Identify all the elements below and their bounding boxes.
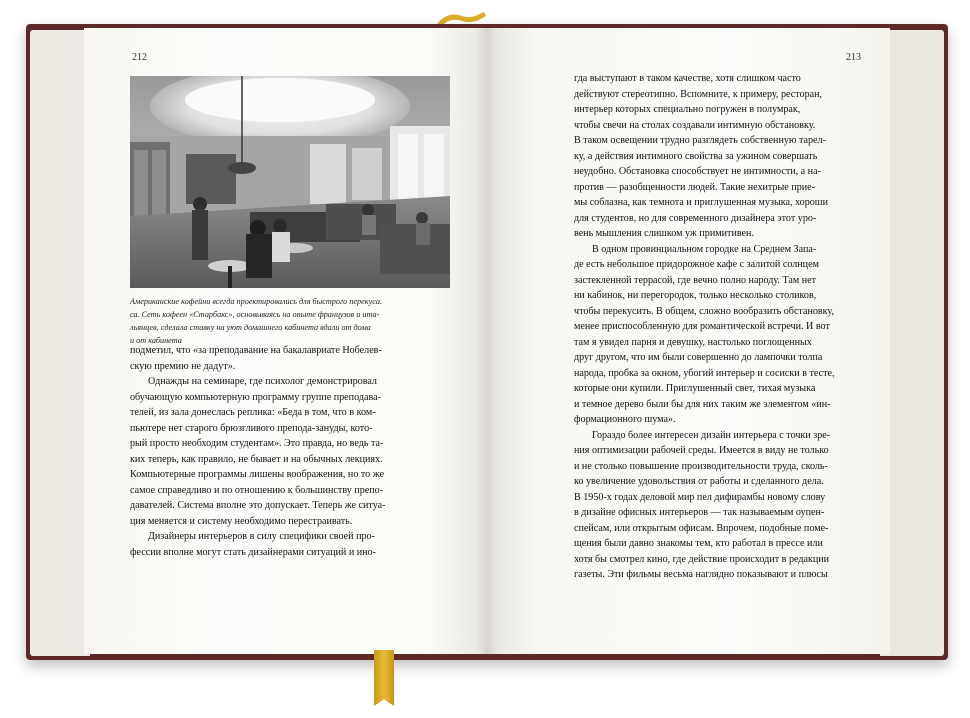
text-line: менее приспособленную для романтической встречи. И вот <box>574 321 830 332</box>
coffee-shop-photo <box>130 76 450 288</box>
text-line: подметил, что «за преподавание на бакалавриате Нобелев- <box>130 345 382 356</box>
text-line: вень мышления слишком уж примитивен. <box>574 228 754 239</box>
text-line: гда выступают в таком качестве, хотя слишком часто <box>574 73 801 84</box>
text-line: ку, а действия интимного свойства за ужином совершать <box>574 150 818 162</box>
text-line: и не столько повышение производительности труда, сколь- <box>574 460 828 472</box>
text-line: ких теперь, как правило, не бывает и на обычных лекциях. <box>130 453 383 465</box>
spine-gutter <box>476 28 498 654</box>
text-line: хотя бы смотрел кино, где действие происходит в редакции <box>574 553 830 565</box>
right-page-number: 213 <box>846 52 861 63</box>
text-line: для студентов, но для современного дизайнера этот уро- <box>574 212 817 224</box>
text-line: щения были давно знакомы тем, кто работал в прессе или <box>574 538 823 549</box>
text-line: которые они купили. Приглушенный свет, тихая музыка <box>574 383 816 394</box>
text-line: телей, из зала донеслась реплика: «Беда в том, что в ком- <box>130 407 376 418</box>
bookmark-ribbon-bottom <box>374 650 394 706</box>
text-line: интерьер которых специально погружен в полумрак, <box>574 104 801 115</box>
text-line: Дизайнеры интерьеров в силу специфики своей про- <box>148 531 375 542</box>
text-line: Гораздо более интересен дизайн интерьера с точки зре- <box>592 429 831 441</box>
caption-line: Американские кофейни всегда проектировались для быстрого перекусa. <box>130 297 382 306</box>
text-line: чтобы свечи на столах создавали интимную обстановку. <box>574 119 816 131</box>
left-page-number: 212 <box>132 52 147 63</box>
text-line: ни кабинок, ни перегородок, только несколько столиков, <box>574 290 817 301</box>
text-line: ко увеличение удовольствия от работы и сделанного дела. <box>574 476 824 487</box>
right-page-body <box>574 71 892 583</box>
text-line: пьютере нет старого брюзгливого препода-зануды, кото- <box>130 422 373 434</box>
text-line: скую премию не дадут». <box>130 360 236 372</box>
text-line: де есть небольшое придорожное кафе с залитой солнцем <box>574 259 819 270</box>
text-line: Компьютерные программы лишены воображения, но то же <box>130 469 385 480</box>
text-line: чтобы перекусить. В общем, сложно вообразить обстановку, <box>574 305 834 317</box>
caption-line: и от кабинета <box>130 336 182 345</box>
text-line: спейсам, или открытым офисам. Впрочем, подобные поме- <box>574 522 829 534</box>
text-line: давателей. Система вполне это допускает. Теперь же ситуа- <box>130 500 386 511</box>
text-line: формационного шума». <box>574 414 676 425</box>
text-line: народа, пробка за окном, убогий интерьер и сосиски в тесте, <box>574 367 835 379</box>
text-line: ция меняется и систему необходимо перестраивать. <box>130 515 353 527</box>
text-line: и темное дерево были бы для них таким же элементом «ин- <box>574 398 831 410</box>
text-line: фессии вполне могут стать дизайнерами ситуаций и ино- <box>130 546 376 558</box>
caption-line: льянцев, сделала ставку на уют домашнего кабинета вдали от дома <box>130 323 371 332</box>
text-line: самое справедливо и по отношению к большинству препо- <box>130 484 384 496</box>
text-line: рый просто необходим студентам». Это правда, но ведь та- <box>130 438 384 449</box>
text-line: действуют стереотипно. Вспомните, к примеру, ресторан, <box>574 88 823 100</box>
text-line: обучающую компьютерную программу группе преподава- <box>130 391 381 403</box>
text-line: ния оптимизации рабочей среды. Имеется в виду не только <box>574 445 829 456</box>
text-line: мы соблазна, как темнота и приглушенная музыка, хороши <box>574 197 828 208</box>
text-line: Однажды на семинаре, где психолог демонстрировал <box>148 376 377 387</box>
text-line: неудобно. Обстановка способствует не интимности, а на- <box>574 166 821 177</box>
page-edges-left <box>30 30 90 656</box>
text-line: В таком освещении трудно разглядеть собственную тарел- <box>574 135 826 146</box>
caption-line: са. Сеть кофеен «Старбакс», основываясь на опыте французов и ита- <box>130 310 380 319</box>
text-line: друг другом, что им были совершенно до лампочки толпа <box>574 352 823 363</box>
text-line: против — разобщенности людей. Такие нехитрые прие- <box>574 181 815 193</box>
text-line: там я увидел парня и девушку, настолько поглощенных <box>574 336 812 348</box>
text-line: В одном провинциальном городке на Среднем Запа- <box>592 243 817 255</box>
photo-caption <box>130 295 450 347</box>
text-line: застекленной террасой, где вечно полно народу. Там нет <box>574 274 817 286</box>
text-line: В 1950-х годах деловой мир пел дифирамбы новому слову <box>574 491 826 503</box>
text-line: в дизайне офисных интерьеров — так называемым оупен- <box>574 507 825 518</box>
text-line: газеты. Эти фильмы весьма наглядно показывают и плюсы <box>574 569 828 580</box>
left-page-body <box>130 343 452 560</box>
